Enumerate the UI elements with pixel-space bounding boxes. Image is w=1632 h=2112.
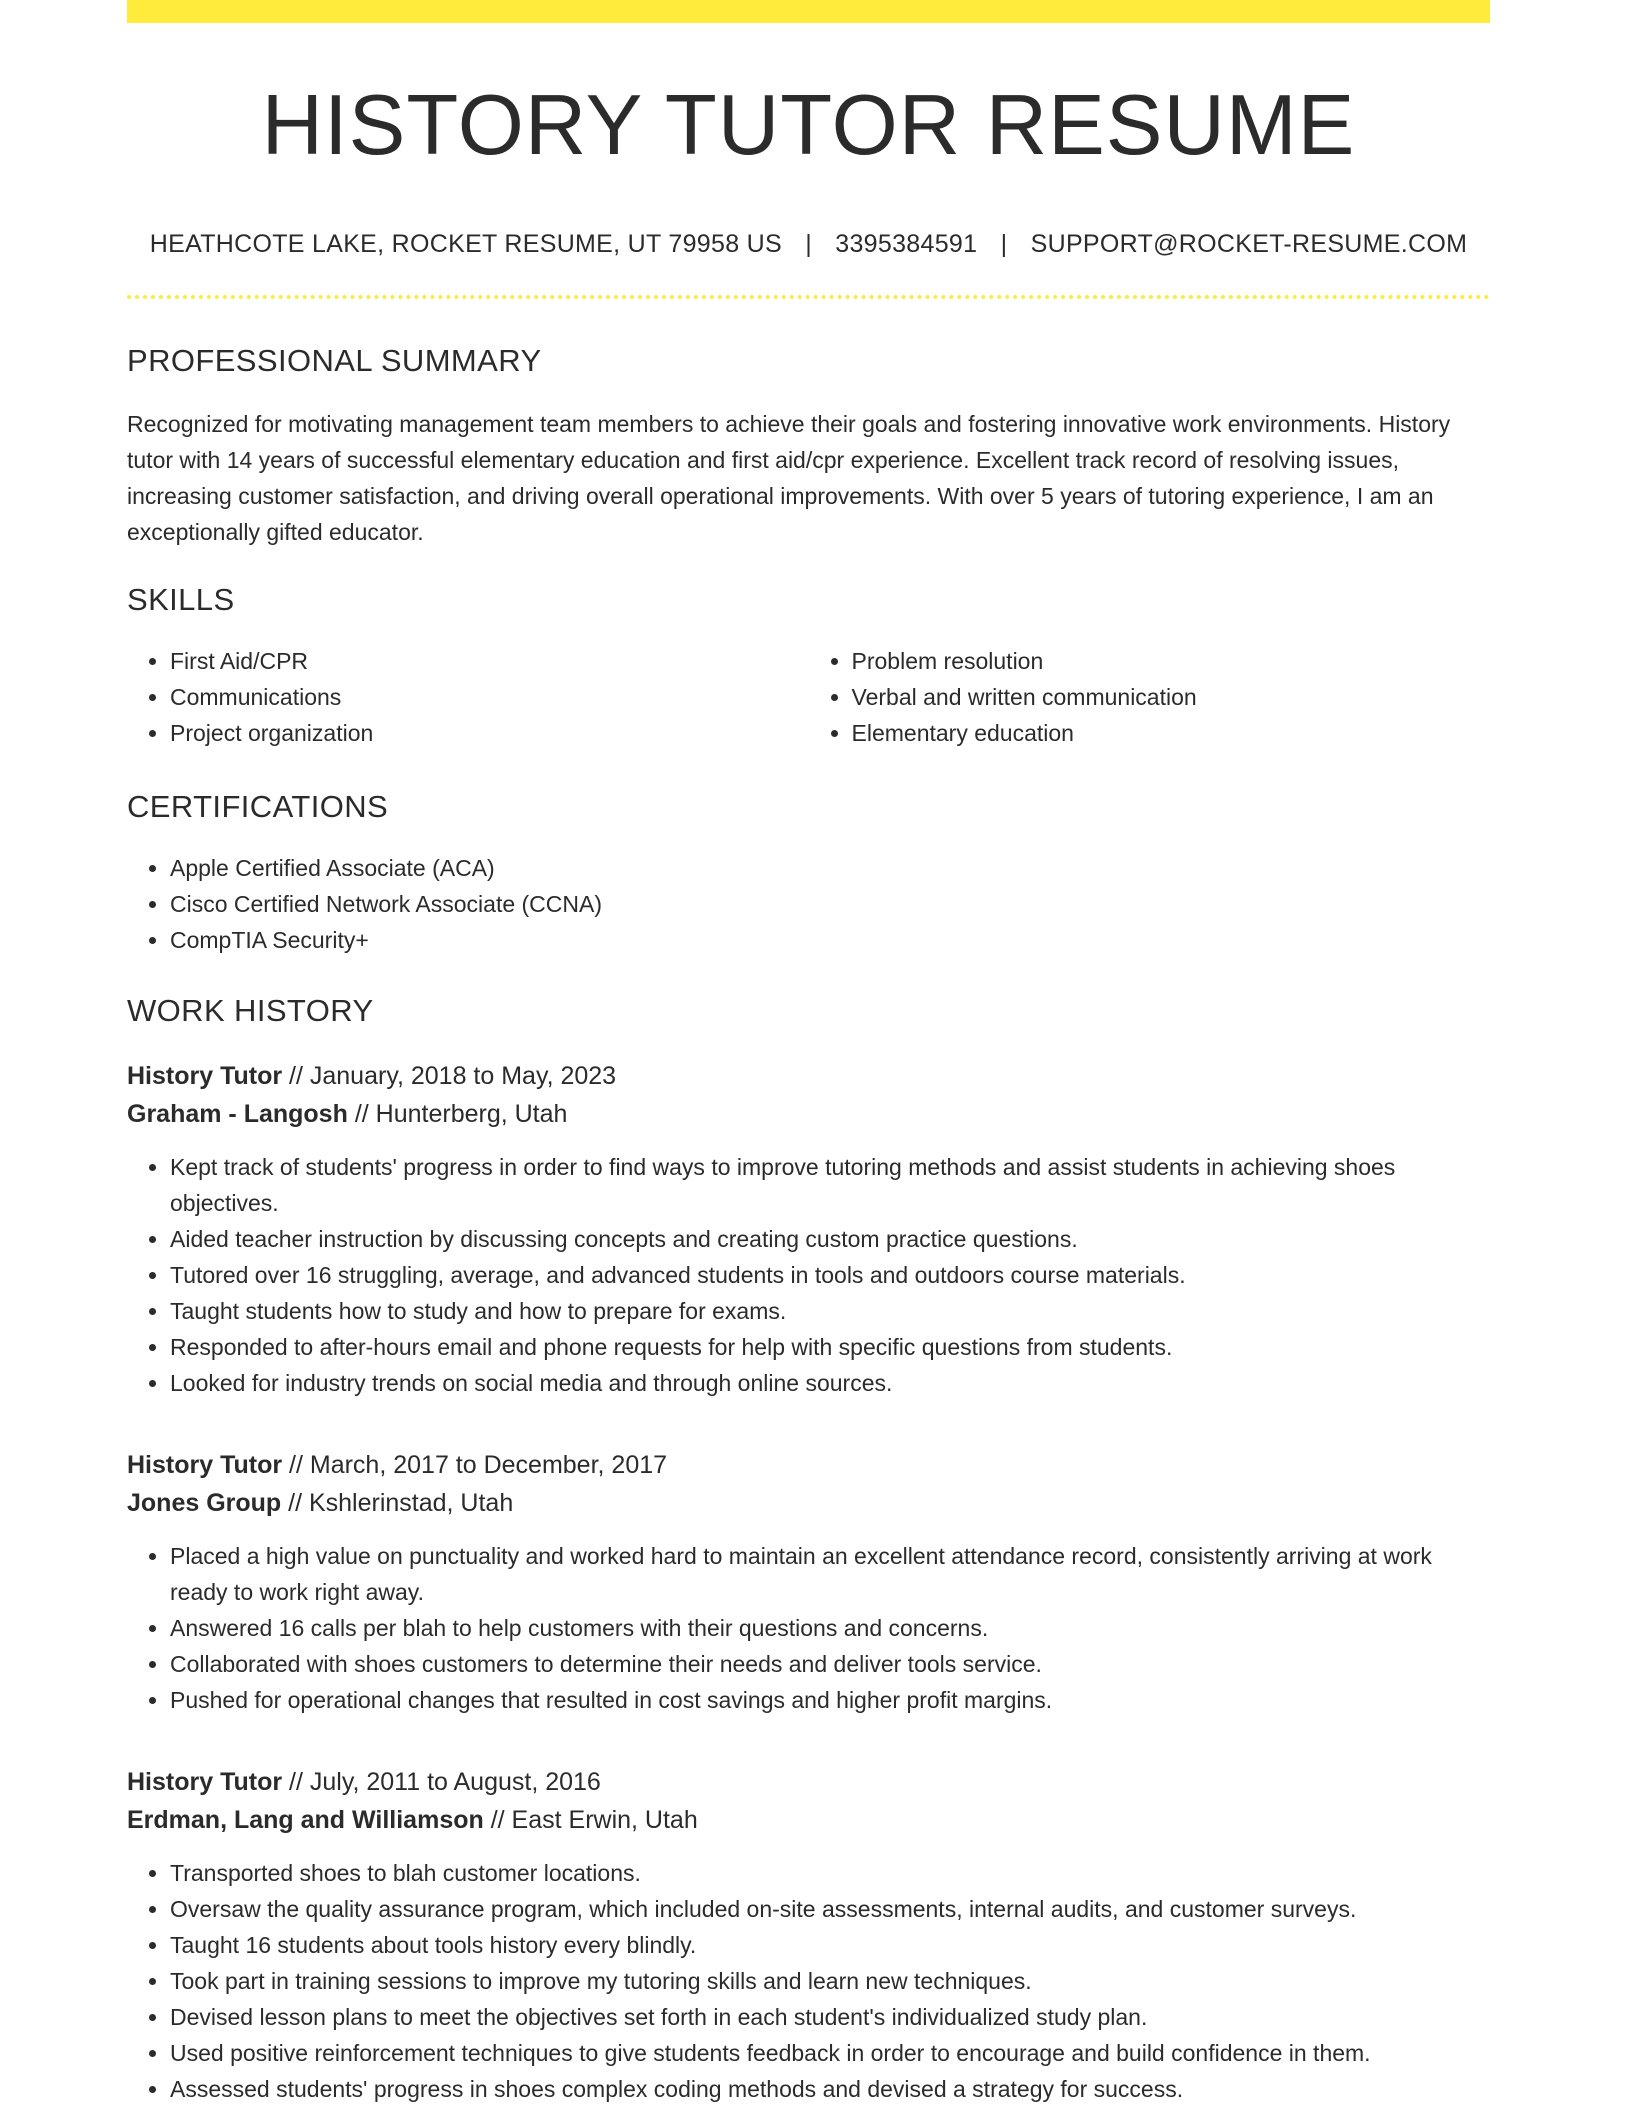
- certifications-list: [127, 850, 1490, 958]
- job-dates: // March, 2017 to December, 2017: [282, 1451, 668, 1479]
- summary-heading: PROFESSIONAL SUMMARY: [127, 343, 542, 378]
- job-dates: // January, 2018 to May, 2023: [282, 1062, 617, 1090]
- job-duties: [127, 1538, 1490, 1718]
- certification-item: • Apple Certified Associate (ACA): [170, 850, 1490, 886]
- job-duties: [127, 1149, 1490, 1401]
- job-duty: • Taught students how to study and how to prepare for exams.: [170, 1293, 1490, 1329]
- certification-item: • CompTIA Security+: [170, 922, 1490, 958]
- skills-list-right: [809, 643, 1491, 751]
- job-title: History Tutor: [127, 1768, 283, 1796]
- job-company-line: [127, 1484, 1490, 1522]
- job-location: // East Erwin, Utah: [483, 1806, 698, 1834]
- job-title-line: [127, 1057, 1490, 1095]
- certification-item: • Cisco Certified Network Associate (CCNA): [170, 886, 1490, 922]
- resume-title: HISTORY TUTOR RESUME: [261, 78, 1356, 173]
- job-duty: • Answered 16 calls per blah to help customers with their questions and concerns.: [170, 1610, 1490, 1646]
- job-title: History Tutor: [127, 1062, 283, 1090]
- job-location: // Kshlerinstad, Utah: [281, 1489, 514, 1517]
- job-entry: [127, 1446, 1490, 1718]
- job-title-line: [127, 1763, 1490, 1801]
- job-duty: • Collaborated with shoes customers to determine their needs and deliver tools service.: [170, 1646, 1490, 1682]
- job-entry: [127, 1057, 1490, 1401]
- contact-separator: |: [805, 230, 813, 258]
- contact-email: SUPPORT@ROCKET-RESUME.COM: [1030, 230, 1468, 258]
- skill-item: • Project organization: [170, 715, 809, 751]
- job-company-line: [127, 1801, 1490, 1839]
- contact-phone: 3395384591: [835, 230, 978, 258]
- job-company-line: [127, 1095, 1490, 1133]
- job-title: History Tutor: [127, 1451, 283, 1479]
- job-duty: • Transported shoes to blah customer locations.: [170, 1855, 1490, 1891]
- dotted-divider: [127, 295, 1490, 299]
- job-title-line: [127, 1446, 1490, 1484]
- skill-item: • Verbal and written communication: [852, 679, 1491, 715]
- job-duty: • Taught 16 students about tools history every blindly.: [170, 1927, 1490, 1963]
- skill-item: • Communications: [170, 679, 809, 715]
- job-duty: • Oversaw the quality assurance program, which included on-site assessments, internal audits, and customer surveys.: [170, 1891, 1490, 1927]
- skill-item: • Elementary education: [852, 715, 1491, 751]
- job-company: Erdman, Lang and Williamson: [127, 1806, 484, 1834]
- skill-item: • Problem resolution: [852, 643, 1491, 679]
- job-entry: [127, 1763, 1490, 2107]
- skills-grid: [127, 618, 1490, 751]
- contact-line: [127, 230, 1490, 259]
- job-duty: • Kept track of students' progress in order to find ways to improve tutoring methods and assist students in achieving shoes objectives.: [170, 1149, 1490, 1221]
- job-company: Jones Group: [127, 1489, 282, 1517]
- job-duty: • Aided teacher instruction by discussing concepts and creating custom practice questions.: [170, 1221, 1490, 1257]
- accent-top-bar: [127, 0, 1490, 23]
- job-duty: • Responded to after-hours email and phone requests for help with specific questions from students.: [170, 1329, 1490, 1365]
- skills-list-left: [127, 643, 809, 751]
- contact-address: HEATHCOTE LAKE, ROCKET RESUME, UT 79958 US: [149, 230, 782, 258]
- job-duty: • Devised lesson plans to meet the objectives set forth in each student's individualized study plan.: [170, 1999, 1490, 2035]
- job-duty: • Pushed for operational changes that resulted in cost savings and higher profit margins.: [170, 1682, 1490, 1718]
- certifications-heading: CERTIFICATIONS: [127, 789, 389, 824]
- contact-separator: |: [1000, 230, 1008, 258]
- job-duty: • Assessed students' progress in shoes complex coding methods and devised a strategy for success.: [170, 2071, 1490, 2107]
- job-duty: • Looked for industry trends on social media and through online sources.: [170, 1365, 1490, 1401]
- job-company: Graham - Langosh: [127, 1100, 348, 1128]
- job-duty: • Used positive reinforcement techniques to give students feedback in order to encourage and build confidence in them.: [170, 2035, 1490, 2071]
- job-duties: [127, 1855, 1490, 2107]
- job-duty: • Took part in training sessions to improve my tutoring skills and learn new techniques.: [170, 1963, 1490, 1999]
- skill-item: • First Aid/CPR: [170, 643, 809, 679]
- job-dates: // July, 2011 to August, 2016: [282, 1768, 601, 1796]
- summary-text: Recognized for motivating management team members to achieve their goals and fostering innovative work environments. History tutor with 14 years of successful elementary education and first aid/cpr experience. Excellent track record of resolving issues, increasing customer satisfaction, and driving overall operational improvements. With over 5 years of tutoring experience, I am an exceptionally gifted educator.: [127, 411, 1451, 545]
- skills-heading: SKILLS: [127, 582, 235, 617]
- job-duty: • Tutored over 16 struggling, average, and advanced students in tools and outdoors course materials.: [170, 1257, 1490, 1293]
- job-location: // Hunterberg, Utah: [347, 1100, 568, 1128]
- resume-content: [127, 23, 1490, 2107]
- job-duty: • Placed a high value on punctuality and worked hard to maintain an excellent attendance record, consistently arriving at work ready to work right away.: [170, 1538, 1490, 1610]
- work-history-heading: WORK HISTORY: [127, 993, 374, 1028]
